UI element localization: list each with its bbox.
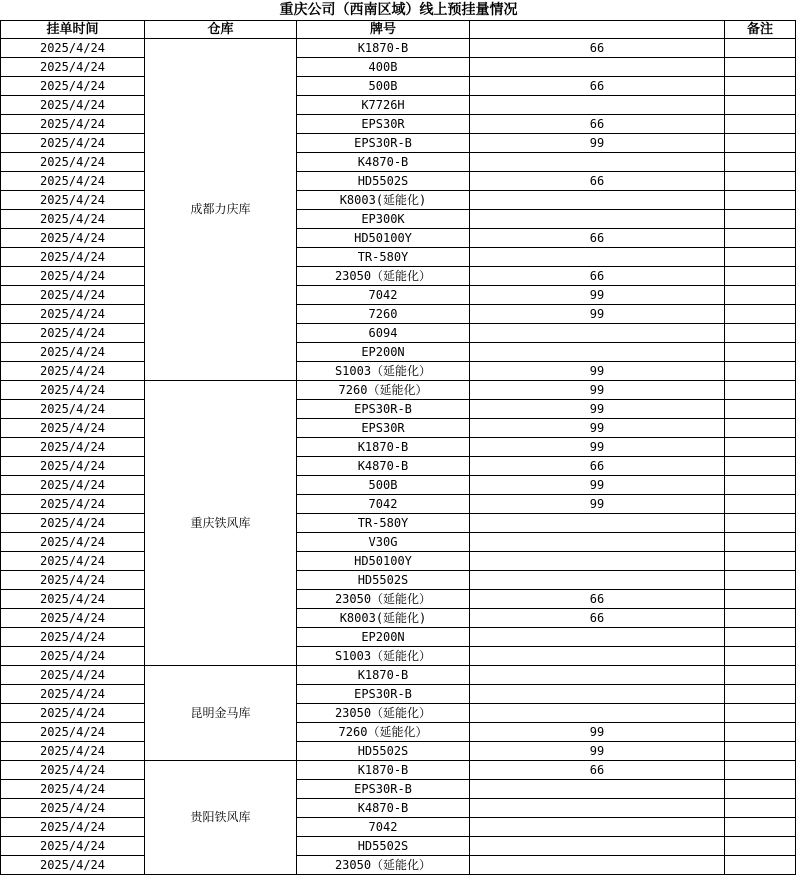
date-cell[interactable]: 2025/4/24: [0, 666, 145, 685]
date-cell[interactable]: 2025/4/24: [0, 761, 145, 780]
quantity-cell[interactable]: 99: [470, 286, 725, 305]
remark-cell[interactable]: [725, 96, 796, 115]
remark-cell[interactable]: [725, 153, 796, 172]
remark-cell[interactable]: [725, 514, 796, 533]
grade-cell[interactable]: S1003（延能化）: [297, 362, 470, 381]
remark-cell[interactable]: [725, 628, 796, 647]
grade-cell[interactable]: S1003（延能化）: [297, 647, 470, 666]
date-cell[interactable]: 2025/4/24: [0, 362, 145, 381]
warehouse-cell[interactable]: 贵阳铁风库: [145, 761, 297, 875]
quantity-cell[interactable]: 99: [470, 419, 725, 438]
grade-cell[interactable]: EPS30R-B: [297, 685, 470, 704]
date-cell[interactable]: 2025/4/24: [0, 628, 145, 647]
date-cell[interactable]: 2025/4/24: [0, 381, 145, 400]
date-cell[interactable]: 2025/4/24: [0, 742, 145, 761]
grade-cell[interactable]: K4870-B: [297, 799, 470, 818]
quantity-cell[interactable]: 99: [470, 438, 725, 457]
date-cell[interactable]: 2025/4/24: [0, 476, 145, 495]
grade-cell[interactable]: 7260（延能化）: [297, 723, 470, 742]
date-cell[interactable]: 2025/4/24: [0, 514, 145, 533]
grade-cell[interactable]: K4870-B: [297, 457, 470, 476]
grade-cell[interactable]: 23050（延能化）: [297, 267, 470, 286]
remark-cell[interactable]: [725, 381, 796, 400]
remark-cell[interactable]: [725, 495, 796, 514]
grade-cell[interactable]: TR-580Y: [297, 248, 470, 267]
remark-cell[interactable]: [725, 248, 796, 267]
date-cell[interactable]: 2025/4/24: [0, 856, 145, 875]
grade-cell[interactable]: EPS30R: [297, 419, 470, 438]
grade-cell[interactable]: K1870-B: [297, 438, 470, 457]
date-cell[interactable]: 2025/4/24: [0, 286, 145, 305]
grade-cell[interactable]: K4870-B: [297, 153, 470, 172]
sheet-title: 重庆公司（西南区域）线上预挂量情况: [279, 2, 518, 18]
remark-cell[interactable]: [725, 666, 796, 685]
date-cell[interactable]: 2025/4/24: [0, 723, 145, 742]
quantity-cell[interactable]: [470, 210, 725, 229]
remark-cell[interactable]: [725, 742, 796, 761]
date-cell[interactable]: 2025/4/24: [0, 780, 145, 799]
grade-cell[interactable]: 23050（延能化）: [297, 590, 470, 609]
quantity-cell[interactable]: [470, 533, 725, 552]
date-cell[interactable]: 2025/4/24: [0, 248, 145, 267]
grade-cell[interactable]: EPS30R-B: [297, 780, 470, 799]
quantity-cell[interactable]: [470, 685, 725, 704]
quantity-cell[interactable]: [470, 780, 725, 799]
quantity-cell[interactable]: [470, 191, 725, 210]
remark-cell[interactable]: [725, 267, 796, 286]
date-cell[interactable]: 2025/4/24: [0, 609, 145, 628]
quantity-cell[interactable]: 99: [470, 400, 725, 419]
remark-cell[interactable]: [725, 210, 796, 229]
remark-cell[interactable]: [725, 552, 796, 571]
quantity-cell[interactable]: [470, 704, 725, 723]
grade-cell[interactable]: HD5502S: [297, 172, 470, 191]
header-quantity[interactable]: [470, 20, 725, 39]
date-cell[interactable]: 2025/4/24: [0, 571, 145, 590]
remark-cell[interactable]: [725, 837, 796, 856]
grade-cell[interactable]: K8003(延能化): [297, 191, 470, 210]
quantity-cell[interactable]: 99: [470, 495, 725, 514]
remark-cell[interactable]: [725, 39, 796, 58]
warehouse-cell[interactable]: 重庆铁风库: [145, 381, 297, 666]
remark-cell[interactable]: [725, 77, 796, 96]
grade-cell[interactable]: EPS30R-B: [297, 400, 470, 419]
grade-cell[interactable]: 6094: [297, 324, 470, 343]
remark-cell[interactable]: [725, 476, 796, 495]
grade-cell[interactable]: K1870-B: [297, 761, 470, 780]
grade-cell[interactable]: HD50100Y: [297, 552, 470, 571]
quantity-cell[interactable]: 99: [470, 134, 725, 153]
quantity-cell[interactable]: 66: [470, 115, 725, 134]
grade-cell[interactable]: EP300K: [297, 210, 470, 229]
warehouse-cell[interactable]: 成都力庆库: [145, 39, 297, 381]
date-cell[interactable]: 2025/4/24: [0, 115, 145, 134]
date-cell[interactable]: 2025/4/24: [0, 438, 145, 457]
date-cell[interactable]: 2025/4/24: [0, 647, 145, 666]
date-cell[interactable]: 2025/4/24: [0, 685, 145, 704]
remark-cell[interactable]: [725, 362, 796, 381]
remark-cell[interactable]: [725, 818, 796, 837]
grade-cell[interactable]: 7042: [297, 495, 470, 514]
header-remark[interactable]: 备注: [725, 20, 796, 39]
date-cell[interactable]: 2025/4/24: [0, 191, 145, 210]
grade-cell[interactable]: K8003(延能化): [297, 609, 470, 628]
remark-cell[interactable]: [725, 438, 796, 457]
remark-cell[interactable]: [725, 799, 796, 818]
remark-cell[interactable]: [725, 115, 796, 134]
quantity-cell[interactable]: 66: [470, 77, 725, 96]
remark-cell[interactable]: [725, 400, 796, 419]
quantity-cell[interactable]: [470, 837, 725, 856]
remark-cell[interactable]: [725, 286, 796, 305]
grade-cell[interactable]: EPS30R-B: [297, 134, 470, 153]
quantity-cell[interactable]: 66: [470, 609, 725, 628]
date-cell[interactable]: 2025/4/24: [0, 77, 145, 96]
quantity-cell[interactable]: 66: [470, 39, 725, 58]
grade-cell[interactable]: K7726H: [297, 96, 470, 115]
grade-cell[interactable]: V30G: [297, 533, 470, 552]
remark-cell[interactable]: [725, 229, 796, 248]
date-cell[interactable]: 2025/4/24: [0, 134, 145, 153]
remark-cell[interactable]: [725, 324, 796, 343]
date-cell[interactable]: 2025/4/24: [0, 153, 145, 172]
date-cell[interactable]: 2025/4/24: [0, 419, 145, 438]
grade-cell[interactable]: K1870-B: [297, 39, 470, 58]
quantity-cell[interactable]: 66: [470, 761, 725, 780]
grade-cell[interactable]: 7260: [297, 305, 470, 324]
grade-cell[interactable]: 400B: [297, 58, 470, 77]
grade-cell[interactable]: 7260（延能化）: [297, 381, 470, 400]
quantity-cell[interactable]: 66: [470, 457, 725, 476]
quantity-cell[interactable]: 99: [470, 742, 725, 761]
quantity-cell[interactable]: [470, 799, 725, 818]
date-cell[interactable]: 2025/4/24: [0, 837, 145, 856]
remark-cell[interactable]: [725, 723, 796, 742]
remark-cell[interactable]: [725, 761, 796, 780]
quantity-cell[interactable]: [470, 666, 725, 685]
grade-cell[interactable]: 7042: [297, 286, 470, 305]
date-cell[interactable]: 2025/4/24: [0, 818, 145, 837]
date-cell[interactable]: 2025/4/24: [0, 533, 145, 552]
grade-cell[interactable]: 500B: [297, 476, 470, 495]
quantity-cell[interactable]: 66: [470, 172, 725, 191]
quantity-cell[interactable]: 99: [470, 476, 725, 495]
warehouse-cell[interactable]: 昆明金马库: [145, 666, 297, 761]
header-warehouse[interactable]: 仓库: [145, 20, 297, 39]
quantity-cell[interactable]: [470, 343, 725, 362]
date-cell[interactable]: 2025/4/24: [0, 172, 145, 191]
date-cell[interactable]: 2025/4/24: [0, 590, 145, 609]
quantity-cell[interactable]: 66: [470, 590, 725, 609]
remark-cell[interactable]: [725, 856, 796, 875]
date-cell[interactable]: 2025/4/24: [0, 96, 145, 115]
remark-cell[interactable]: [725, 647, 796, 666]
header-grade[interactable]: 牌号: [297, 20, 470, 39]
quantity-cell[interactable]: [470, 647, 725, 666]
date-cell[interactable]: 2025/4/24: [0, 495, 145, 514]
remark-cell[interactable]: [725, 571, 796, 590]
remark-cell[interactable]: [725, 172, 796, 191]
quantity-cell[interactable]: [470, 571, 725, 590]
date-cell[interactable]: 2025/4/24: [0, 324, 145, 343]
date-cell[interactable]: 2025/4/24: [0, 229, 145, 248]
remark-cell[interactable]: [725, 609, 796, 628]
grade-cell[interactable]: EP200N: [297, 343, 470, 362]
quantity-cell[interactable]: 99: [470, 381, 725, 400]
remark-cell[interactable]: [725, 191, 796, 210]
remark-cell[interactable]: [725, 780, 796, 799]
quantity-cell[interactable]: [470, 514, 725, 533]
grade-cell[interactable]: EPS30R: [297, 115, 470, 134]
quantity-cell[interactable]: [470, 856, 725, 875]
quantity-cell[interactable]: [470, 153, 725, 172]
grade-cell[interactable]: HD50100Y: [297, 229, 470, 248]
header-date[interactable]: 挂单时间: [0, 20, 145, 39]
quantity-cell[interactable]: 66: [470, 267, 725, 286]
date-cell[interactable]: 2025/4/24: [0, 343, 145, 362]
remark-cell[interactable]: [725, 343, 796, 362]
remark-cell[interactable]: [725, 590, 796, 609]
remark-cell[interactable]: [725, 457, 796, 476]
grade-cell[interactable]: EP200N: [297, 628, 470, 647]
remark-cell[interactable]: [725, 685, 796, 704]
grade-cell[interactable]: HD5502S: [297, 571, 470, 590]
quantity-cell[interactable]: [470, 58, 725, 77]
remark-cell[interactable]: [725, 134, 796, 153]
grade-cell[interactable]: K1870-B: [297, 666, 470, 685]
grade-cell[interactable]: 23050（延能化）: [297, 856, 470, 875]
quantity-cell[interactable]: [470, 818, 725, 837]
remark-cell[interactable]: [725, 704, 796, 723]
quantity-cell[interactable]: [470, 552, 725, 571]
grade-cell[interactable]: 7042: [297, 818, 470, 837]
remark-cell[interactable]: [725, 305, 796, 324]
date-cell[interactable]: 2025/4/24: [0, 267, 145, 286]
date-cell[interactable]: 2025/4/24: [0, 400, 145, 419]
quantity-cell[interactable]: [470, 248, 725, 267]
date-cell[interactable]: 2025/4/24: [0, 704, 145, 723]
grade-cell[interactable]: HD5502S: [297, 742, 470, 761]
grade-cell[interactable]: TR-580Y: [297, 514, 470, 533]
remark-cell[interactable]: [725, 58, 796, 77]
grade-cell[interactable]: 500B: [297, 77, 470, 96]
grade-cell[interactable]: 23050（延能化）: [297, 704, 470, 723]
quantity-cell[interactable]: 99: [470, 305, 725, 324]
remark-cell[interactable]: [725, 533, 796, 552]
date-cell[interactable]: 2025/4/24: [0, 305, 145, 324]
date-cell[interactable]: 2025/4/24: [0, 39, 145, 58]
date-cell[interactable]: 2025/4/24: [0, 552, 145, 571]
quantity-cell[interactable]: [470, 96, 725, 115]
quantity-cell[interactable]: [470, 324, 725, 343]
date-cell[interactable]: 2025/4/24: [0, 457, 145, 476]
quantity-cell[interactable]: 66: [470, 229, 725, 248]
date-cell[interactable]: 2025/4/24: [0, 799, 145, 818]
date-cell[interactable]: 2025/4/24: [0, 210, 145, 229]
quantity-cell[interactable]: 99: [470, 362, 725, 381]
quantity-cell[interactable]: 99: [470, 723, 725, 742]
grade-cell[interactable]: HD5502S: [297, 837, 470, 856]
date-cell[interactable]: 2025/4/24: [0, 58, 145, 77]
quantity-cell[interactable]: [470, 628, 725, 647]
remark-cell[interactable]: [725, 419, 796, 438]
